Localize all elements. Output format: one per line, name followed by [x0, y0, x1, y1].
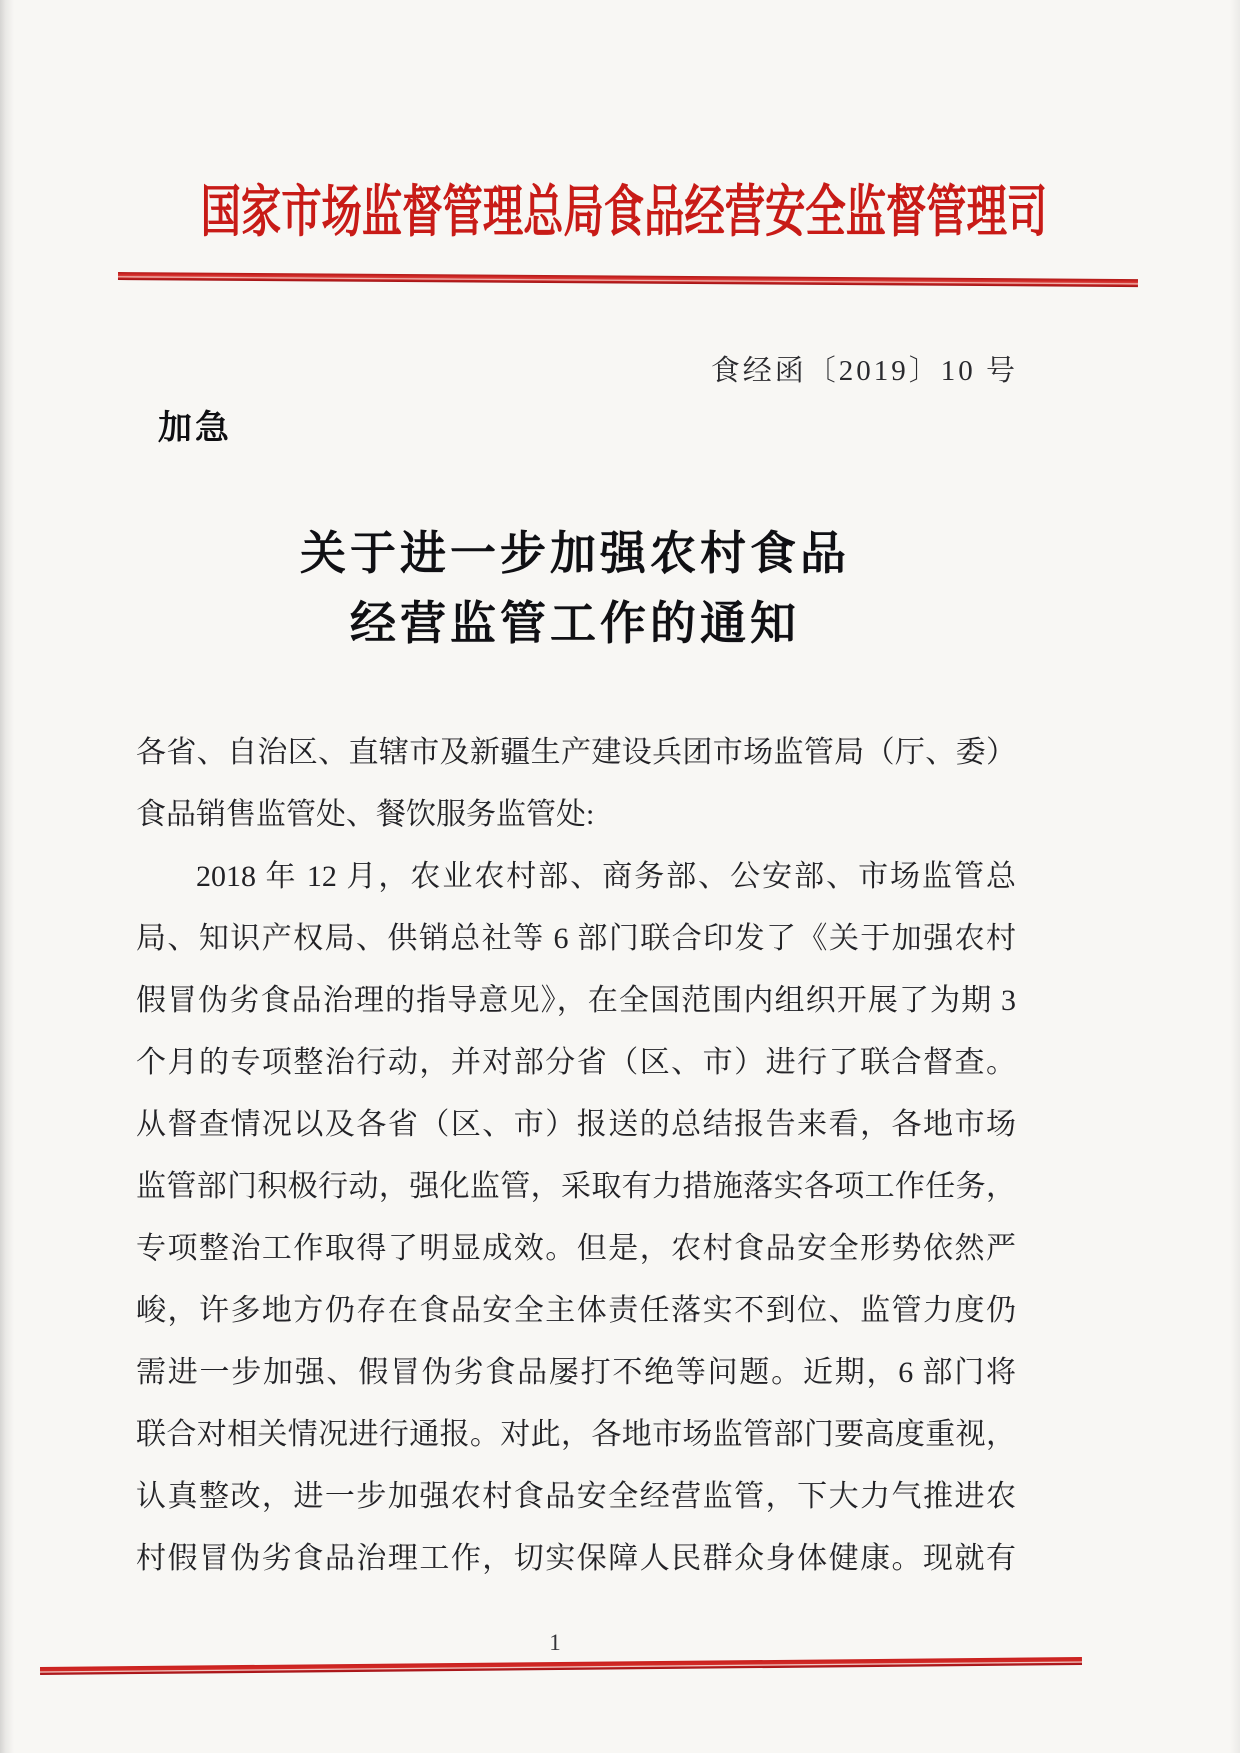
body-line: 局、知识产权局、供销总社等 6 部门联合印发了《关于加强农村 — [136, 922, 1016, 955]
body-line: 2018 年 12 月，农业农村部、商务部、公安部、市场监管总 — [196, 860, 1016, 893]
scan-artifact-left-edge — [0, 0, 14, 1753]
document-body — [136, 722, 1016, 1590]
document-title — [0, 518, 1150, 658]
page-number: 1 — [549, 1630, 561, 1655]
salutation-line: 食品销售监管处、餐饮服务监管处: — [136, 798, 595, 831]
scan-artifact-right-edge — [1230, 0, 1240, 1753]
body-line: 监管部门积极行动，强化监管，采取有力措施落实各项工作任务， — [136, 1170, 1016, 1203]
document-title-line2: 经营监管工作的通知 — [350, 596, 800, 650]
body-line: 村假冒伪劣食品治理工作，切实保障人民群众身体健康。现就有 — [136, 1542, 1016, 1575]
document-reference-number: 食经函〔2019〕10 号 — [710, 355, 1018, 387]
body-line: 联合对相关情况进行通报。对此，各地市场监管部门要高度重视， — [136, 1418, 1016, 1451]
salutation-line: 各省、自治区、直辖市及新疆生产建设兵团市场监管局（厅、委） — [136, 736, 1016, 769]
footer-red-rule — [40, 1657, 1082, 1675]
body-line: 专项整治工作取得了明显成效。但是，农村食品安全形势依然严 — [136, 1232, 1016, 1265]
body-line: 峻，许多地方仍存在食品安全主体责任落实不到位、监管力度仍 — [136, 1294, 1016, 1327]
issuing-department-title: 国家市场监督管理总局食品经营安全监督管理司 — [200, 179, 1048, 245]
urgency-label: 加急 — [158, 408, 232, 448]
body-line: 需进一步加强、假冒伪劣食品屡打不绝等问题。近期，6 部门将 — [136, 1356, 1016, 1389]
body-line: 假冒伪劣食品治理的指导意见》，在全国范围内组织开展了为期 3 — [136, 984, 1016, 1017]
body-line: 个月的专项整治行动，并对部分省（区、市）进行了联合督查。 — [136, 1046, 1016, 1079]
body-line: 从督查情况以及各省（区、市）报送的总结报告来看，各地市场 — [136, 1108, 1016, 1141]
header-red-rule — [118, 272, 1138, 287]
document-title-line1: 关于进一步加强农村食品 — [300, 526, 850, 580]
body-line: 认真整改，进一步加强农村食品安全经营监管，下大力气推进农 — [136, 1480, 1016, 1513]
